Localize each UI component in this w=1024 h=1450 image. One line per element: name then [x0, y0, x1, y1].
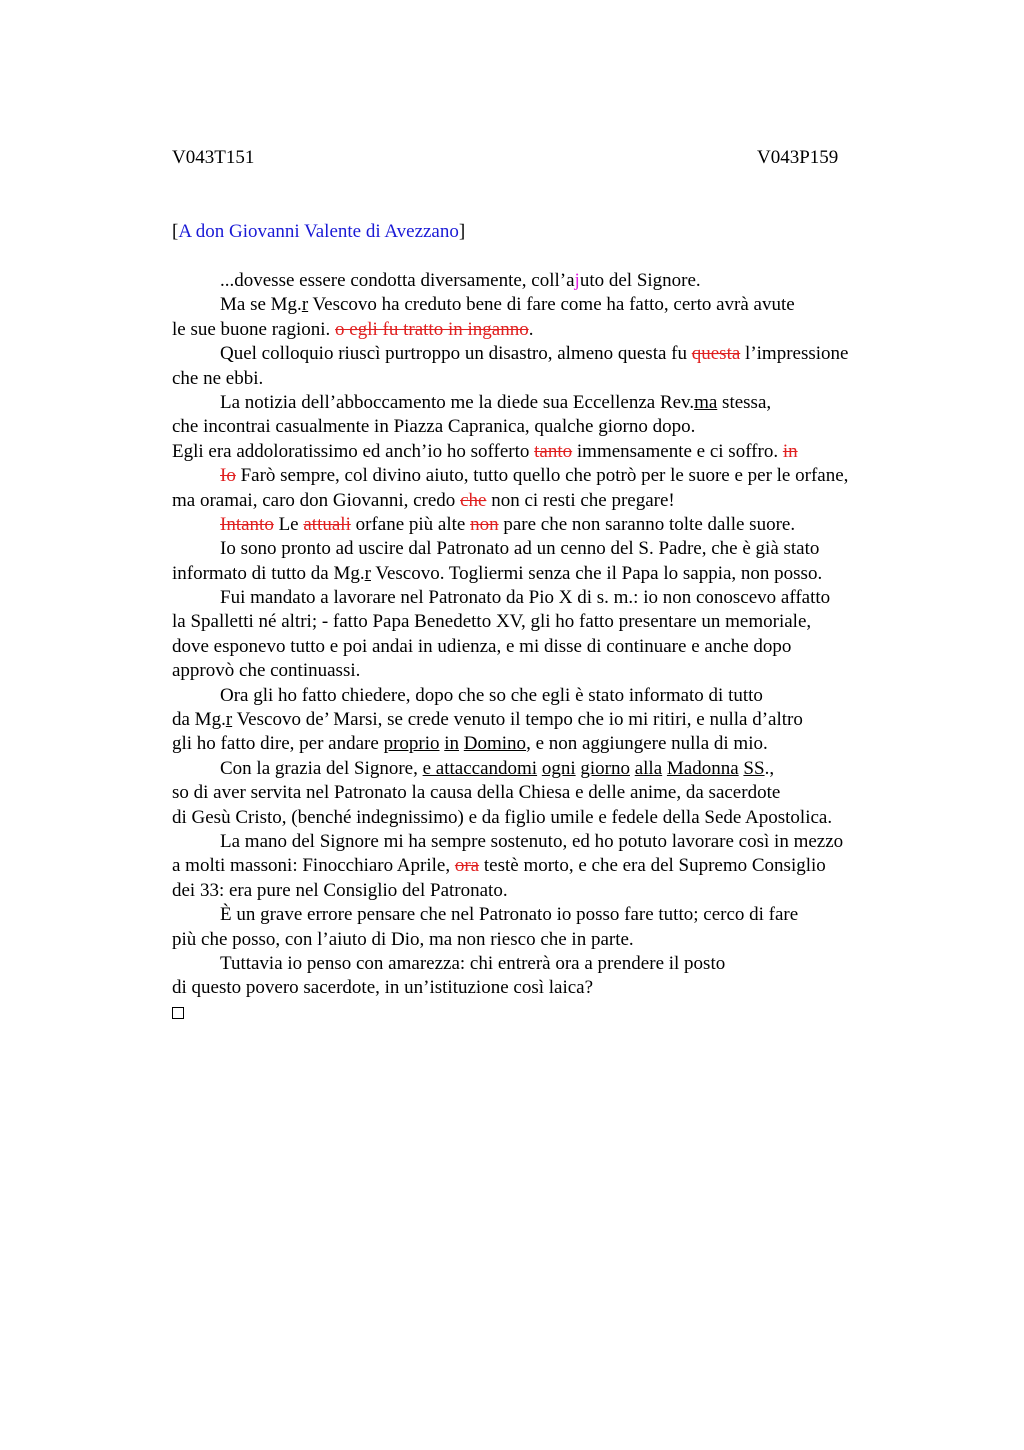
text-run: Le: [273, 513, 304, 535]
underlined-text: Domino: [463, 733, 527, 755]
letter-line: che incontrai casualmente in Piazza Capranica, qualche giorno dopo.: [172, 416, 696, 438]
deleted-text: in: [782, 440, 798, 462]
letter-line: di Gesù Cristo, (benché indegnissimo) e da figlio umile e fedele della Sede Apostolica.: [172, 806, 833, 828]
letter-line: [172, 562, 932, 586]
title-text: A don Giovanni Valente di Avezzano: [178, 221, 459, 242]
deleted-text: attuali: [303, 513, 351, 535]
text-run: non ci resti che pregare!: [486, 489, 675, 511]
letter-line: [172, 757, 932, 781]
text-run: ...dovesse essere condotta diversamente, coll’a: [220, 270, 575, 291]
underlined-text: in: [444, 733, 460, 755]
letter-title: [172, 221, 465, 243]
letter-line: La mano del Signore mi ha sempre sostenuto, ed ho potuto lavorare così in mezzo: [220, 830, 844, 852]
letter-line: [172, 464, 932, 488]
title-open-bracket: [: [172, 221, 179, 242]
text-run: da Mg.: [172, 709, 226, 731]
text-run: Farò sempre, col divino aiuto, tutto quello che potrò per le suore e per le orfane,: [235, 465, 849, 487]
letter-line: approvò che continuassi.: [172, 660, 361, 682]
text-run: informato di tutto da Mg.: [172, 562, 365, 584]
letter-line: [172, 513, 932, 537]
letter-line: dei 33: era pure nel Consiglio del Patronato.: [172, 879, 508, 901]
text-run: l’impressione: [740, 343, 849, 365]
text-run: Vescovo de’ Marsi, se crede venuto il tempo che io mi ritiri, e nulla d’altro: [232, 709, 803, 731]
text-run: , e non aggiungere nulla di mio.: [526, 733, 768, 755]
letter-body: [172, 269, 932, 1025]
letter-line: [172, 269, 932, 293]
letter-line: dove esponevo tutto e poi andai in udienza, e mi disse di continuare e anche dopo: [172, 635, 792, 657]
text-run: le sue buone ragioni.: [172, 318, 336, 340]
letter-line: [172, 489, 932, 513]
inserted-letter: j: [574, 270, 580, 291]
deleted-text: questa: [691, 343, 741, 365]
underlined-text: e attaccandomi: [422, 757, 538, 779]
letter-line: [172, 732, 932, 756]
empty-square-icon: [172, 1007, 184, 1019]
text-run: immensamente e ci soffro.: [572, 440, 783, 462]
letter-line: [172, 854, 932, 878]
text-run: .: [528, 318, 534, 340]
deleted-text: o egli fu tratto in inganno: [335, 318, 529, 340]
text-run: Vescovo ha creduto bene di fare come ha fatto, certo avrà avute: [308, 294, 795, 316]
text-run: Ma se Mg.: [220, 294, 302, 316]
end-mark-line: [172, 1001, 932, 1025]
text-run: Quel colloquio riuscì purtroppo un disastro, almeno questa fu: [220, 343, 692, 365]
deleted-text: ora: [454, 855, 480, 877]
letter-line: [172, 318, 932, 342]
text-run: .,: [764, 757, 775, 779]
text-run: Egli era addoloratissimo ed anch’io ho sofferto: [172, 440, 535, 462]
deleted-text: non: [470, 513, 499, 535]
text-run: Vescovo. Togliermi senza che il Papa lo sappia, non posso.: [370, 562, 823, 584]
letter-line: Ora gli ho fatto chiedere, dopo che so che egli è stato informato di tutto: [220, 684, 763, 706]
underlined-text: alla: [634, 757, 663, 779]
letter-line: Io sono pronto ad uscire dal Patronato ad un cenno del S. Padre, che è già stato: [220, 538, 820, 560]
text-run: a molti massoni: Finocchiaro Aprile,: [172, 855, 455, 877]
header-left-code: V043T151: [172, 147, 255, 168]
header-right-code: V043P159: [757, 147, 839, 168]
text-run: testè morto, e che era del Supremo Consiglio: [479, 855, 826, 877]
letter-line: Tuttavia io penso con amarezza: chi entrerà ora a prendere il posto: [220, 952, 726, 974]
underlined-text: proprio: [383, 733, 440, 755]
deleted-text: che: [460, 489, 487, 511]
text-run: stessa,: [717, 391, 772, 413]
letter-line: di questo povero sacerdote, in un’istituzione così laica?: [172, 977, 594, 999]
text-run: gli ho fatto dire, per andare: [172, 733, 384, 755]
text-run: pare che non saranno tolte dalle suore.: [498, 513, 796, 535]
underlined-text: Madonna: [666, 757, 739, 779]
text-run: La notizia dell’abboccamento me la diede sua Eccellenza Rev.: [220, 391, 695, 413]
text-run: orfane più alte: [350, 513, 471, 535]
text-run: Con la grazia del Signore,: [220, 757, 423, 779]
letter-line: so di aver servita nel Patronato la causa della Chiesa e delle anime, da sacerdote: [172, 782, 781, 804]
letter-line: [172, 440, 932, 464]
letter-line: [172, 293, 932, 317]
deleted-text: Intanto: [220, 513, 274, 535]
letter-line: [172, 342, 932, 366]
underlined-text: ma: [694, 391, 718, 413]
underlined-text: giorno: [580, 757, 630, 779]
letter-line: che ne ebbi.: [172, 367, 264, 389]
letter-line: È un grave errore pensare che nel Patronato io posso fare tutto; cerco di fare: [220, 904, 799, 926]
underlined-text: r: [301, 294, 309, 316]
underlined-text: SS: [743, 757, 765, 779]
deleted-text: Io: [220, 465, 236, 487]
letter-line: [172, 708, 932, 732]
underlined-text: ogni: [541, 757, 576, 779]
text-run: uto del Signore.: [579, 270, 701, 291]
text-run: ma oramai, caro don Giovanni, credo: [172, 489, 461, 511]
letter-line: [172, 391, 932, 415]
letter-line: la Spalletti né altri; - fatto Papa Benedetto XV, gli ho fatto presentare un memoriale,: [172, 611, 812, 633]
letter-line: più che posso, con l’aiuto di Dio, ma non riesco che in parte.: [172, 928, 634, 950]
underlined-text: r: [225, 709, 233, 731]
deleted-text: tanto: [534, 440, 573, 462]
letter-line: Fui mandato a lavorare nel Patronato da Pio X di s. m.: io non conoscevo affatto: [220, 587, 831, 609]
underlined-text: r: [364, 562, 371, 584]
title-close-bracket: ]: [458, 221, 466, 242]
